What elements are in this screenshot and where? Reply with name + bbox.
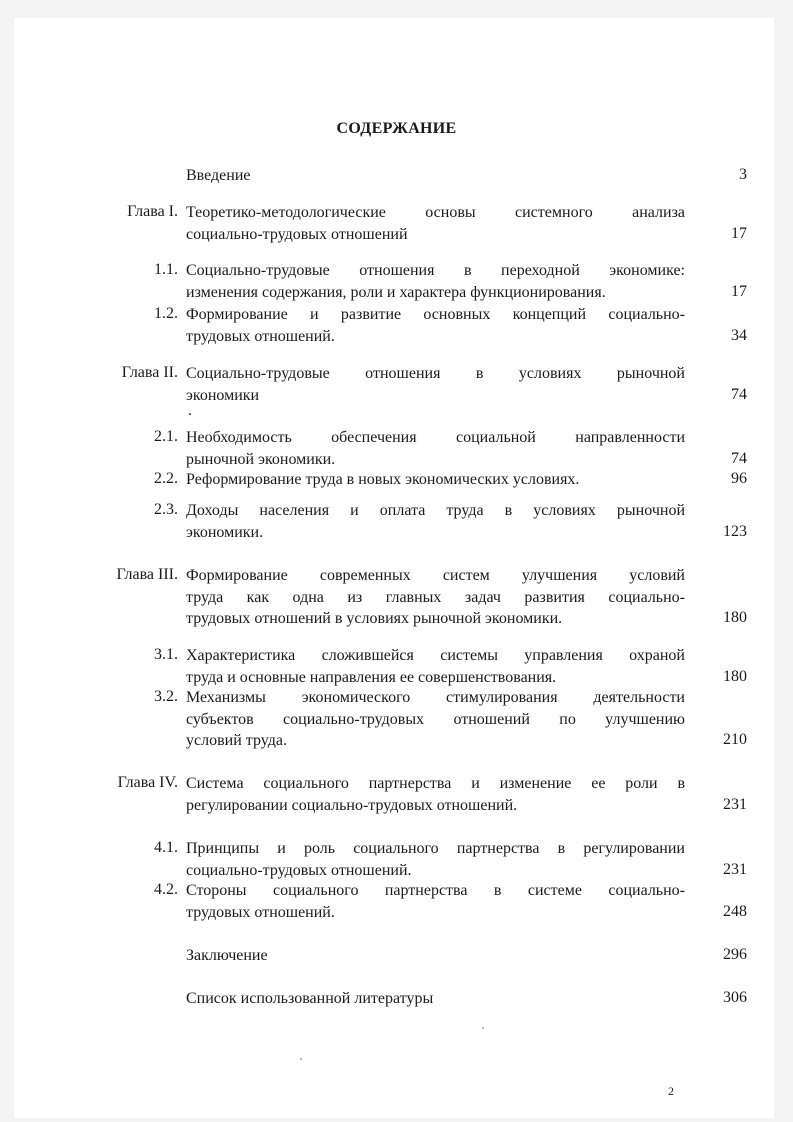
toc-entry-title-line: Теоретико-методологические основы системного анализа	[186, 204, 685, 221]
toc-entry-page: 180	[723, 609, 747, 626]
toc-entry-title-line: рыночной экономики.	[186, 450, 336, 468]
toc-entry-title-line: субъектов социально-трудовых отношений по улучшению	[186, 710, 685, 728]
toc-entry-title-line: Стороны социального партнерства в системе социально-	[186, 882, 685, 899]
toc-entry-title-line: изменения содержания, роли и характера функционирования.	[186, 283, 606, 301]
toc-entry-label: Глава II.	[121, 364, 178, 381]
page-number: 2	[668, 1084, 674, 1098]
toc-entry-page: 231	[723, 860, 747, 878]
toc-entry-label: 3.2.	[154, 688, 178, 705]
toc-entry-title-line: социально-трудовых отношений	[186, 225, 408, 243]
toc-entry-page: 306	[723, 989, 747, 1006]
toc-entry-title-line: социально-трудовых отношений.	[186, 861, 412, 879]
toc-entry-page: 248	[723, 902, 747, 920]
toc-entry-label: 1.2.	[154, 305, 178, 322]
toc-entry-title-line: Социально-трудовые отношения в условиях рыночной	[186, 365, 685, 382]
toc-entry-label: 2.3.	[154, 501, 178, 518]
toc-entry-page: 123	[723, 522, 747, 540]
toc-entry-title-line: Список использованной литературы	[186, 990, 434, 1007]
toc-entry-page: 74	[731, 385, 747, 403]
toc-entry-page: 180	[723, 667, 747, 685]
toc-entry-title-line: трудовых отношений.	[186, 327, 335, 345]
toc-entry-title-line: Доходы населения и оплата труда в условиях рыночной	[186, 502, 685, 519]
toc-entry-title-line: Реформирование труда в новых экономических условиях.	[186, 471, 580, 488]
toc-entry-title-line: Характеристика сложившейся системы управления охраной	[186, 647, 685, 664]
toc-entry-page: 296	[723, 946, 747, 963]
toc-entry-label: 4.1.	[154, 839, 178, 856]
toc-entry-title-line: Механизмы экономического стимулирования деятельности	[186, 689, 685, 706]
toc-entry-page: 210	[723, 731, 747, 748]
toc-entry-page: 3	[739, 166, 747, 183]
toc-entry-label: Глава IV.	[117, 774, 178, 791]
toc-entry-page: 34	[731, 326, 747, 344]
toc-entry-page: 74	[731, 449, 747, 467]
toc-entry-label: 2.1.	[154, 428, 178, 445]
toc-entry-title-line: условий труда.	[186, 732, 287, 749]
toc-entry-title-line: труда и основные направления ее совершенствования.	[186, 668, 557, 686]
toc-entry-label: 3.1.	[154, 646, 178, 663]
toc-entry-page: 17	[731, 224, 747, 242]
toc-entry-title-line: экономики.	[186, 523, 264, 541]
toc-entry-title-line: труда как одна из главных задач развития социально-	[186, 588, 685, 606]
toc-entry-title-line: Формирование и развитие основных концепций социально-	[186, 306, 685, 323]
toc-entry-title-line: Социально-трудовые отношения в переходной экономике:	[186, 262, 685, 279]
toc-entry-title-line: Принципы и роль социального партнерства в регулировании	[186, 840, 685, 857]
toc-entry-title-line: трудовых отношений.	[186, 903, 335, 921]
toc-entry-title-line: трудовых отношений в условиях рыночной экономики.	[186, 610, 563, 627]
toc-entry-label: 4.2.	[154, 881, 178, 898]
scan-speck	[482, 1027, 484, 1029]
scan-speck	[300, 1058, 302, 1060]
toc-entry-title-line: экономики	[186, 386, 260, 404]
toc-entry-label: 2.2.	[154, 470, 178, 487]
toc-entry-title-line: Введение	[186, 167, 251, 184]
toc-entry-label: 1.1.	[154, 261, 178, 278]
toc-entry-title-line: регулировании социально-трудовых отношений.	[186, 796, 518, 814]
toc-entry-title-line: Необходимость обеспечения социальной направленности	[186, 429, 685, 446]
toc-entry-title-line: Система социального партнерства и изменение ее роли в	[186, 775, 685, 792]
toc-entry-label: Глава III.	[116, 566, 178, 583]
toc-heading: СОДЕРЖАНИЕ	[336, 120, 457, 137]
stray-mark: .	[188, 402, 192, 419]
toc-entry-label: Глава I.	[127, 203, 178, 220]
toc-entry-page: 231	[723, 795, 747, 813]
toc-entry-page: 96	[731, 470, 747, 487]
toc-entry-title-line: Формирование современных систем улучшения условий	[186, 567, 685, 584]
toc-entry-title-line: Заключение	[186, 947, 268, 964]
toc-entry-page: 17	[731, 282, 747, 300]
